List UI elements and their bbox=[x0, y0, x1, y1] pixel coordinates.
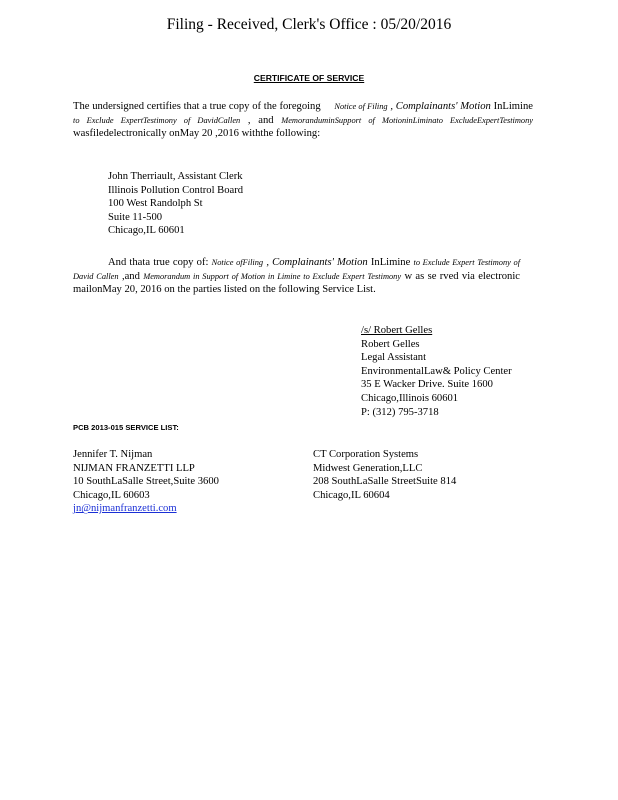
para1-complainants: , Complainants' Motion bbox=[390, 101, 491, 112]
recipient-line: CT Corporation Systems bbox=[313, 449, 419, 460]
signature-detail: Robert Gelles bbox=[361, 338, 420, 350]
document-title: CERTIFICATE OF SERVICE bbox=[253, 73, 365, 83]
service-paragraph bbox=[73, 256, 520, 297]
para2-complainants: , Complainants' Motion bbox=[266, 257, 368, 268]
para2-and: ,and bbox=[121, 270, 140, 282]
recipient-line: Midwest Generation,LLC bbox=[313, 462, 423, 474]
signature-detail: Legal Assistant bbox=[361, 352, 427, 364]
para1-to-exclude: to Exclude ExpertTestimony of DavidCallen bbox=[73, 115, 241, 125]
recipient-line: NIJMAN FRANZETTI LLP bbox=[73, 462, 195, 474]
recipient-line: 10 SouthLaSalle Street,Suite 3600 bbox=[73, 476, 219, 488]
address-line: Suite 11-500 bbox=[108, 211, 163, 223]
recipient-line: 208 SouthLaSalle StreetSuite 814 bbox=[313, 476, 457, 488]
signature-detail: EnvironmentalLaw& Policy Center bbox=[361, 365, 512, 377]
para2-to-exclude: to Exclude Expert Testimony of David Callen bbox=[73, 258, 521, 281]
para2-memorandum: Memorandum in Support of Motion in Limine to Exclude Expert Testimony bbox=[143, 271, 402, 281]
para2-inlimine: InLimine bbox=[370, 257, 411, 268]
recipient-line: Chicago,IL 60604 bbox=[313, 489, 390, 501]
para1-notice-of-filing: Notice of Filing bbox=[334, 102, 388, 111]
signature-detail: 35 E Wacker Drive. Suite 1600 bbox=[361, 379, 493, 391]
para1-filed: wasfiledelectronically onMay 20 ,2016 withthe following: bbox=[73, 128, 321, 140]
address-line: Chicago,IL 60601 bbox=[108, 225, 185, 237]
para2-served: w as se rved via electronic mailonMay 20, 2016 on the parties listed on the following Service List. bbox=[73, 270, 520, 296]
para2-notice-of-filing: Notice ofFiling bbox=[211, 258, 264, 267]
para1-inlimine: InLimine bbox=[493, 101, 533, 112]
certificate-paragraph bbox=[73, 100, 533, 141]
service-list-label: PCB 2013-015 SERVICE LIST: bbox=[73, 423, 179, 432]
address-line: John Therriault, Assistant Clerk bbox=[108, 171, 243, 182]
para2-lead: And thata true copy of: bbox=[108, 257, 209, 268]
address-line: Illinois Pollution Control Board bbox=[108, 184, 244, 196]
signature-block bbox=[361, 324, 512, 419]
recipient-email-link[interactable]: jn@nijmanfranzetti.com bbox=[73, 503, 177, 515]
clerk-address bbox=[108, 170, 243, 238]
address-line: 100 West Randolph St bbox=[108, 198, 203, 210]
signature-line: /s/ Robert Gelles bbox=[361, 325, 433, 336]
recipient-line: Chicago,IL 60603 bbox=[73, 489, 150, 501]
para1-and: , and bbox=[247, 114, 274, 126]
service-recipient-left bbox=[73, 448, 219, 516]
para1-memorandum: MemoranduminSupport of MotioninLiminato ExcludeExpertTestimony bbox=[281, 115, 534, 125]
service-recipient-right bbox=[313, 448, 456, 502]
recipient-line: Jennifer T. Nijman bbox=[73, 449, 153, 460]
signature-detail: Chicago,Illinois 60601 bbox=[361, 392, 459, 404]
filing-header: Filing - Received, Clerk's Office : 05/20/2016 bbox=[166, 16, 452, 33]
para1-lead: The undersigned certifies that a true copy of the foregoing bbox=[73, 101, 321, 112]
signature-detail: P: (312) 795-3718 bbox=[361, 406, 439, 418]
